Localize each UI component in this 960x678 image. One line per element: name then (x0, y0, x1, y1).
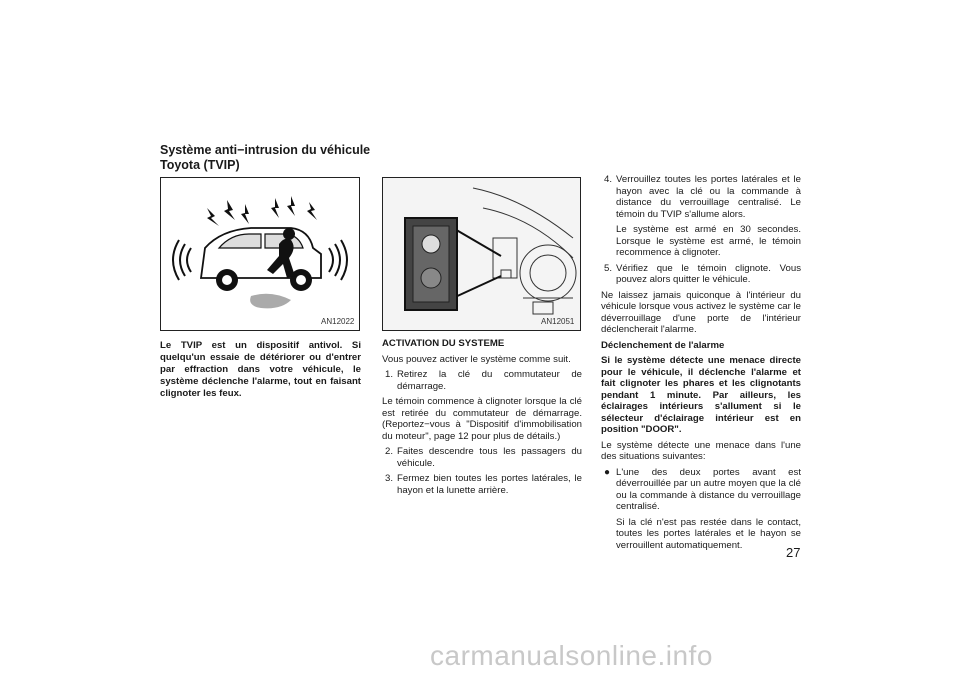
step-5-number: 5. (604, 262, 613, 274)
step-3-number: 3. (385, 473, 394, 484)
car-alarm-illustration (161, 178, 359, 330)
column-arming (601, 174, 801, 555)
bullet-icon: ● (604, 466, 611, 478)
alarm-subheading: Déclenchement de l'alarme (601, 339, 725, 351)
step-2 (382, 446, 582, 469)
step-4-number: 4. (604, 174, 613, 185)
indicator-paragraph: Le témoin commence à clignoter lorsque la clé est retirée du commutateur de démarrage. (Reportez−vous à "Dispositif d'immobilisation du moteur", page 12 pour plus de détails.) (382, 396, 582, 442)
activation-intro: Vous pouvez activer le système comme suit. (382, 353, 571, 365)
step-1-text: Retirez la clé du commutateur de démarrage. (397, 369, 582, 392)
step-5 (601, 263, 801, 286)
figure-2-label: AN12051 (541, 317, 575, 326)
bullet-item (601, 467, 801, 513)
step-3-text: Fermez bien toutes les portes latérales, le hayon et la lunette arrière. (397, 473, 582, 496)
figure-caption: Le TVIP est un dispositif antivol. Si quelqu'un essaie de détériorer ou d'entrer par effraction dans votre véhicule, le système déclenche l'alarme, tout en faisant clignoter les feux. (160, 340, 361, 400)
dashboard-illustration (383, 178, 580, 330)
column-activation (382, 338, 582, 500)
step-4-note: Le système est armé en 30 secondes. Lorsque le système est armé, le témoin recommence à clignoter. (616, 224, 801, 258)
page-number: 27 (786, 545, 801, 560)
figure-1-label: AN12022 (321, 317, 355, 326)
activation-heading: ACTIVATION DU SYSTEME (382, 338, 505, 349)
step-3 (382, 473, 582, 496)
alarm-description: Si le système détecte une menace directe pour le véhicule, il déclenche l'alarme et fait clignoter les phares et les clignotants pendant 1 minute. Par ailleurs, les éclairages intérieurs s'allument si le sélecteur d'éclairage intérieur est en position "DOOR". (601, 355, 801, 435)
step-4 (601, 174, 801, 220)
detect-intro: Le système détecte une menace dans l'une des situations suivantes: (601, 439, 801, 462)
figure-car-alarm (160, 177, 360, 331)
bullet-note: Si la clé n'est pas restée dans le contact, toutes les portes latérales et le hayon se verrouillent automatiquement. (616, 516, 801, 551)
bullet-text: L'une des deux portes avant est déverrouillée par un autre moyen que la clé ou la commande à distance du verrouillage centralisé. (616, 466, 801, 512)
step-1 (382, 369, 582, 392)
section-title: Système anti−intrusion du véhicule Toyota (TVIP) (160, 143, 371, 172)
step-1-number: 1. (385, 369, 394, 380)
warning-paragraph: Ne laissez jamais quiconque à l'intérieur du véhicule lorsque vous activez le système car le déverrouillage d'une porte de l'intérieur déclencherait l'alarme. (601, 289, 801, 335)
watermark: carmanualsonline.info (430, 640, 713, 671)
step-2-number: 2. (385, 446, 394, 457)
step-5-text: Vérifiez que le témoin clignote. Vous pouvez alors quitter le véhicule. (616, 262, 801, 285)
step-4-text: Verrouillez toutes les portes latérales et le hayon avec la clé ou la commande à distance du verrouillage centralisé. Le témoin du TVIP s'allume alors. (616, 174, 801, 220)
figure-dashboard-indicator (382, 177, 581, 331)
step-2-text: Faites descendre tous les passagers du véhicule. (397, 446, 582, 469)
